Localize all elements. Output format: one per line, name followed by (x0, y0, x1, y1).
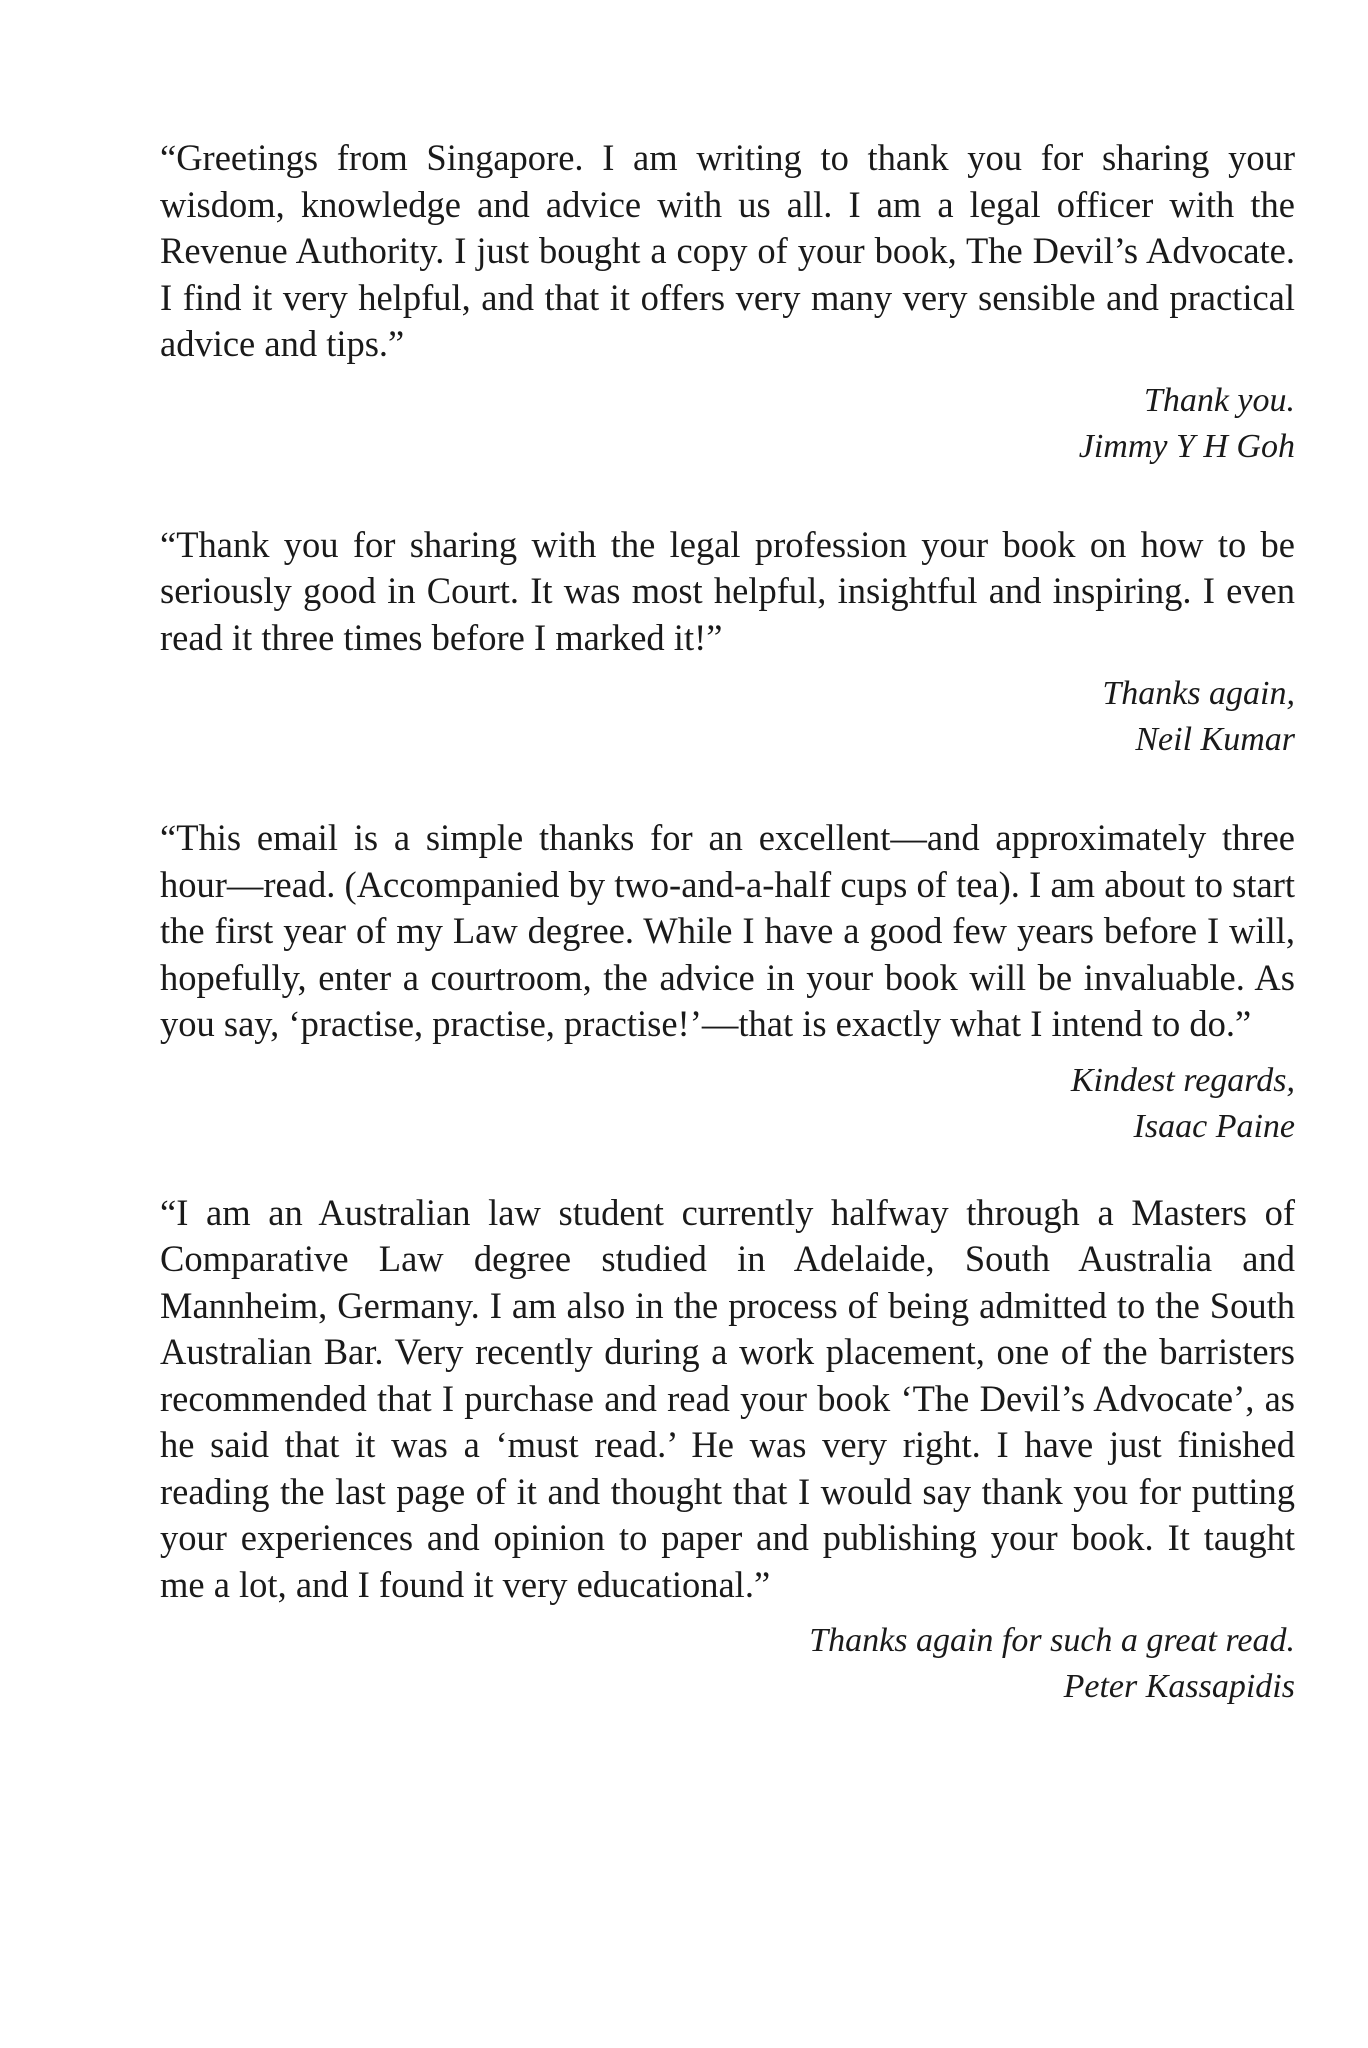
signature-block (160, 1618, 1295, 1710)
testimonial-paine (160, 815, 1295, 1150)
testimonial-quote: “Greetings from Singapore. I am writing to thank you for sharing your wisdom, knowledge and advice with us all. I am a legal officer with the Revenue Authority. I just bought a copy of your book, The Devil’s Advocate. I find it very helpful, and that it offers very many very sensible and practical advice and tips.” (160, 137, 1295, 364)
testimonial-closing: Thanks again for such a great read. (809, 1622, 1295, 1659)
testimonial-author: Isaac Paine (1133, 1107, 1295, 1145)
testimonial-quote: “Thank you for sharing with the legal profession your book on how to be seriously good in Court. It was most helpful, insightful and inspiring. I even read it three times before I marked it!” (160, 523, 1295, 658)
page-body (160, 135, 1295, 1710)
testimonial-closing: Thanks again, (1102, 675, 1295, 712)
signature-block (160, 671, 1295, 763)
testimonial-author: Jimmy Y H Goh (1078, 427, 1295, 465)
testimonial-kassapidis (160, 1190, 1295, 1711)
testimonial-kumar (160, 522, 1295, 764)
testimonial-author: Neil Kumar (1135, 721, 1295, 758)
testimonial-author: Peter Kassapidis (1063, 1668, 1295, 1705)
signature-block (160, 378, 1295, 470)
testimonial-quote: “This email is a simple thanks for an excellent—and approximately three hour—read. (Accompanied by two-and-a-half cups of tea). I am about to start the first year of my Law degree. While I have a good few years before I will, hopefully, enter a courtroom, the advice in your book will be invaluable. As you say, ‘practise, practise, practise!’—that is exactly what I intend to do.” (160, 817, 1295, 1044)
testimonial-closing: Kindest regards, (1070, 1061, 1295, 1099)
signature-block (160, 1058, 1295, 1150)
testimonial-quote: “I am an Australian law student currently halfway through a Masters of Comparative Law degree studied in Adelaide, South Australia and Mannheim, Germany. I am also in the process of being admitted to the South Australian Bar. Very recently during a work placement, one of the barristers recommended that I purchase and read your book ‘The Devil’s Advocate’, as he said that it was a ‘must read.’ He was very right. I have just finished reading the last page of it and thought that I would say thank you for putting your experiences and opinion to paper and publishing your book. It taught me a lot, and I found it very educational.” (160, 1191, 1295, 1605)
testimonial-closing: Thank you. (1143, 381, 1295, 419)
testimonial-goh (160, 135, 1295, 470)
